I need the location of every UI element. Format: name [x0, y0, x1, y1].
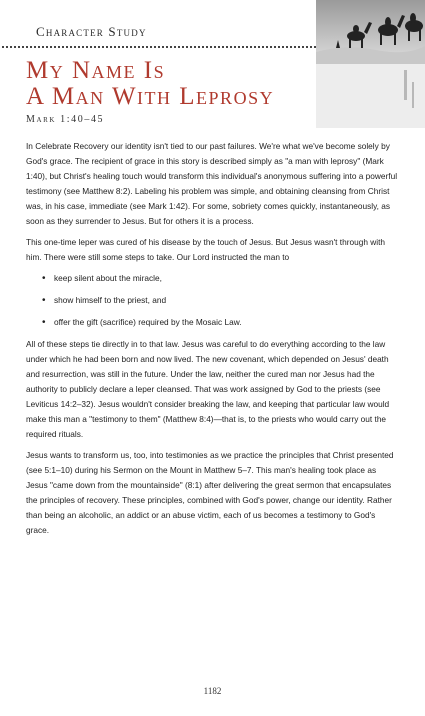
scripture-reference: Mark 1:40–45 — [26, 114, 105, 125]
paragraph: In Celebrate Recovery our identity isn't tied to our past failures. We're what we've become solely by God's grace. The recipient of grace in this story is described simply as "a man with leprosy" (Mark 1:40), but Christ's healing touch would transform this individual's anonymous suffering into a powerful testimony (see Matthew 8:2). Labeling his problem was simple, and obtaining cleansing from Christ was, in his case, immediate (see Mark 1:42). For some, sobriety comes quickly, instantaneously, as soon as they surrender to Jesus. But for others it is a process. — [26, 141, 398, 226]
header-divider — [2, 46, 320, 48]
header-photo — [316, 0, 425, 128]
steps-list — [26, 271, 398, 330]
page-number: 1182 — [203, 686, 222, 696]
list-item: • show himself to the priest, and — [42, 293, 398, 308]
section-label: Character Study — [36, 24, 147, 39]
page-title — [26, 58, 274, 110]
title-line-2: A Man With Leprosy — [26, 83, 275, 110]
title-line-1: My Name Is — [26, 57, 166, 84]
list-item: • keep silent about the miracle, — [42, 271, 398, 286]
paragraph: Jesus wants to transform us, too, into testimonies as we practice the principles that Christ presented (see 5:1–10) during his Sermon on the Mount in Matthew 5–7. This man's healing took place as Jesus "came down from the mountainside" (8:1) after delivering the great sermon that encapsulates the principles of recovery. These principles, combined with God's power, change our identity. Rather than being an alcoholic, an addict or an abuse victim, each of us becomes a testimony to God's grace. — [26, 450, 394, 535]
list-item: • offer the gift (sacrifice) required by the Mosaic Law. — [42, 315, 398, 330]
paragraph: All of these steps tie directly in to that law. Jesus was careful to do everything according to the law under which he had been born and now lived. The new covenant, which depended on Jesus' death and resurrection, was still in the future. Under the law, neither the cured man nor Jesus had the authority to publicly declare a leper cleansed. That was work assigned by God to the priests (see Leviticus 14:2–32). Jesus wouldn't consider breaking the law, and keeping that particular law would make this man a "testimony to them" (Matthew 8:4)—that is, to the priests who would carry out the required rituals. — [26, 339, 390, 439]
article-body — [26, 139, 398, 544]
paragraph: This one-time leper was cured of his disease by the touch of Jesus. But Jesus wasn't through with him. There were still some steps to take. Our Lord instructed the man to — [26, 237, 385, 262]
